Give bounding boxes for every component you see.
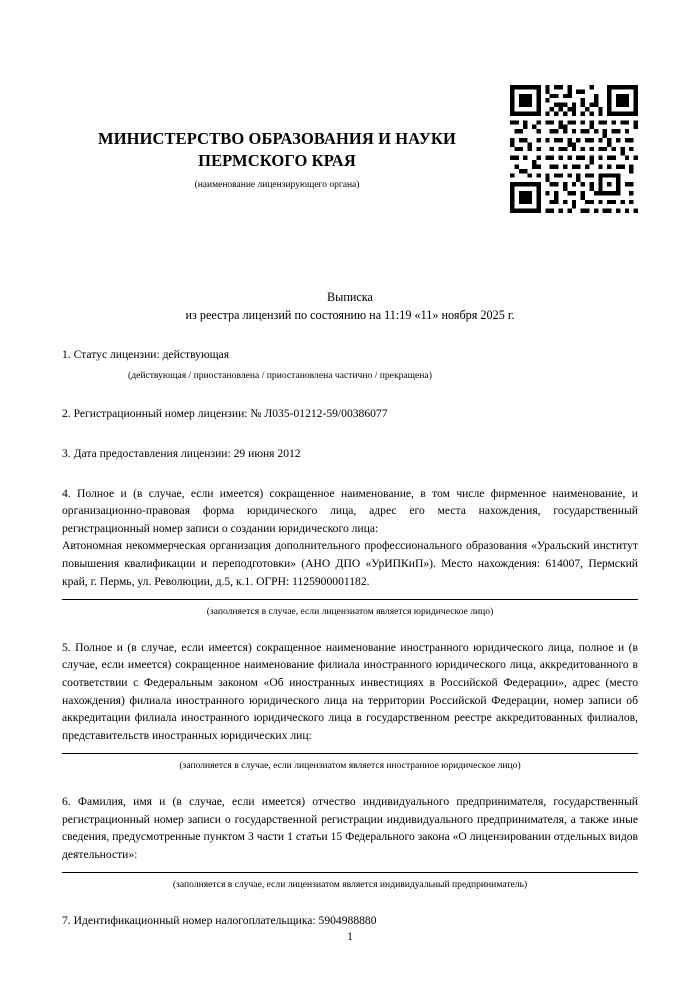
section-taxpayer-number: [62, 912, 638, 930]
section-issue-date: [62, 445, 638, 463]
section-individual-entrepreneur-text: 6. Фамилия, имя и (в случае, если имеется) отчество индивидуального предпринимателя, государственный регистрационный номер записи о государственной регистрации индивидуального предпринимателя, а также иные сведения, предусмотренные пунктом 3 части 1 статьи 15 Федерального закона «О лицензировании отдельных видов деятельности»:: [62, 795, 638, 861]
document-subtitle: из реестра лицензий по состоянию на 11:19 «11» ноября 2025 г.: [185, 307, 515, 322]
organization-caption: (наименование лицензирующего органа): [194, 179, 360, 190]
section-status-text: 1. Статус лицензии: действующая: [62, 348, 230, 362]
section-legal-entity-value: Автономная некоммерческая организация дополнительного профессионального образования «Уральский институт повышения квалификации и переподготовки» (АНО ДПО «УрИПКиП»). Место нахождения: 614007, Пермский край, г. Пермь, ул. Революции, д.5, к.1. ОГРН: 1125900001182.: [62, 539, 638, 588]
section-status-note: (действующая / приостановлена / приостановлена частично / прекращена): [128, 369, 432, 381]
section-individual-entrepreneur-note: (заполняется в случае, если лицензиатом является индивидуальный предприниматель): [172, 879, 528, 891]
qr-code-icon: [510, 85, 638, 213]
section-issue-date-text: 3. Дата предоставления лицензии: 29 июня 2012: [62, 446, 301, 460]
section-taxpayer-number-text: 7. Идентификационный номер налогоплательщика: 5904988880: [62, 914, 377, 928]
divider: [62, 599, 638, 600]
section-individual-entrepreneur: [62, 793, 638, 893]
page-number: 1: [347, 931, 353, 943]
divider: [62, 872, 638, 873]
section-legal-entity-text: 4. Полное и (в случае, если имеется) сокращенное наименование, в том числе фирменное наименование, и организационно-правовая форма юридического лица, адрес его места нахождения, государственный регистрационный номер записи о создании юридического лица:: [62, 486, 638, 535]
page-title: МИНИСТЕРСТВО ОБРАЗОВАНИЯ И НАУКИ ПЕРМСКОГО КРАЯ: [98, 129, 456, 171]
divider: [62, 753, 638, 754]
document-title: Выписка: [327, 289, 373, 304]
section-status: [62, 346, 638, 383]
section-registration-number-text: 2. Регистрационный номер лицензии: № Л035-01212-59/00386077: [62, 407, 388, 421]
section-foreign-entity-note: (заполняется в случае, если лицензиатом является иностранное юридическое лицо): [179, 760, 521, 772]
document-header: [62, 0, 492, 190]
section-foreign-entity-text: 5. Полное и (в случае, если имеется) сокращенное наименование иностранного юридического лица, полное и (в случае, если имеется) сокращенное наименование филиала иностранного юридического лица, аккредитованного в соответствии с Федеральным законом «Об иностранных инвестициях в Российской Федерации», адрес (место нахождения) филиала иностранного юридического лица на территории Российской Федерации, номер записи об аккредитации филиала иностранного юридического лица в государственном реестре аккредитованных филиалов, представительств иностранных юридических лиц:: [62, 640, 638, 742]
section-foreign-entity: [62, 639, 638, 774]
section-legal-entity-note: (заполняется в случае, если лицензиатом является юридическое лицо): [206, 606, 494, 618]
section-registration-number: [62, 405, 638, 423]
section-legal-entity: [62, 485, 638, 620]
